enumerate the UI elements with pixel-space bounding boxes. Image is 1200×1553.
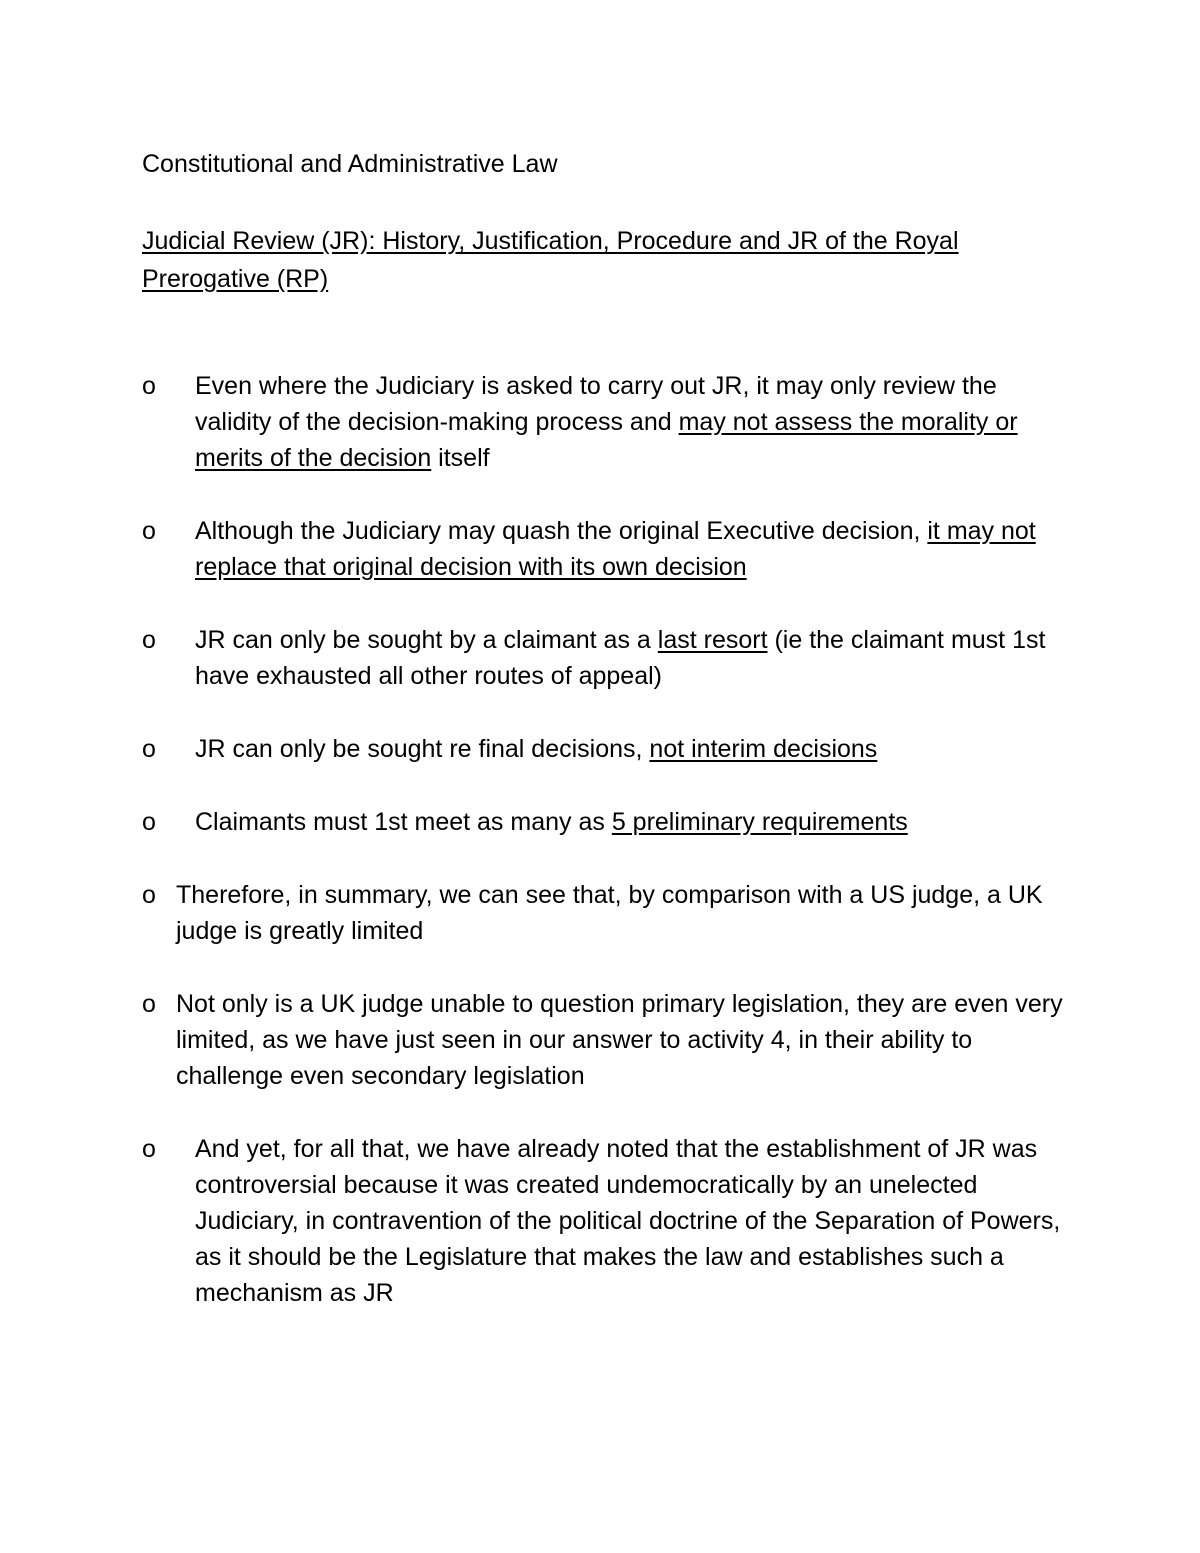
text-segment: JR can only be sought re final decisions, xyxy=(195,735,650,763)
text-segment: itself xyxy=(431,444,490,472)
document-title: Constitutional and Administrative Law xyxy=(142,150,558,178)
bullet-text xyxy=(195,368,1072,476)
document-subtitle: Judicial Review (JR): History, Justification, Procedure and JR of the Royal Prerogative (RP) xyxy=(142,227,959,293)
list-item xyxy=(142,877,1072,949)
bullet-marker: o xyxy=(142,808,156,836)
list-item xyxy=(142,731,1072,767)
bullet-text xyxy=(195,804,1072,840)
text-segment: Therefore, in summary, we can see that, by comparison with a US judge, a UK judge is greatly limited xyxy=(176,881,1043,945)
bullet-text xyxy=(195,731,1072,767)
bullet-marker: o xyxy=(142,1135,156,1163)
text-segment: Not only is a UK judge unable to question primary legislation, they are even very limited, as we have just seen in our answer to activity 4, in their ability to challenge even secondary legislation xyxy=(176,990,1063,1090)
underlined-text: may not assess the morality or merits of the decision xyxy=(195,408,1018,472)
list-item xyxy=(142,804,1072,840)
bullet-marker: o xyxy=(142,735,156,763)
text-segment: Even where the Judiciary is asked to carry out JR, it may only review the validity of the decision-making process and xyxy=(195,372,997,436)
text-segment: Although the Judiciary may quash the original Executive decision, xyxy=(195,517,928,545)
list-item xyxy=(142,622,1072,694)
bullet-marker: o xyxy=(142,372,156,400)
list-item xyxy=(142,368,1072,476)
bullet-marker: o xyxy=(142,517,156,545)
bullet-marker: o xyxy=(142,881,156,909)
bullet-text xyxy=(195,622,1072,694)
bullet-text xyxy=(195,513,1072,585)
underlined-text: not interim decisions xyxy=(649,735,878,763)
list-item xyxy=(142,986,1072,1094)
underlined-text: last resort xyxy=(657,626,768,654)
list-item xyxy=(142,513,1072,585)
text-segment: Claimants must 1st meet as many as xyxy=(195,808,612,836)
text-segment: And yet, for all that, we have already noted that the establishment of JR was controversial because it was created undemocratically by an unelected Judiciary, in contravention of the political doctrine of the Separation of Powers, as it should be the Legislature that makes the law and establishes such a mechanism as JR xyxy=(195,1135,1061,1307)
underlined-text: it may not replace that original decision with its own decision xyxy=(195,517,1036,581)
text-segment: (ie the claimant must 1st have exhausted all other routes of appeal) xyxy=(195,626,1046,690)
bullet-text xyxy=(176,986,1072,1094)
text-segment: JR can only be sought by a claimant as a xyxy=(195,626,658,654)
bullet-text xyxy=(195,1131,1072,1311)
underlined-text: 5 preliminary requirements xyxy=(611,808,908,836)
bullet-text xyxy=(176,877,1072,949)
bullet-marker: o xyxy=(142,626,156,654)
bullet-marker: o xyxy=(142,990,156,1018)
list-item xyxy=(142,1131,1072,1311)
